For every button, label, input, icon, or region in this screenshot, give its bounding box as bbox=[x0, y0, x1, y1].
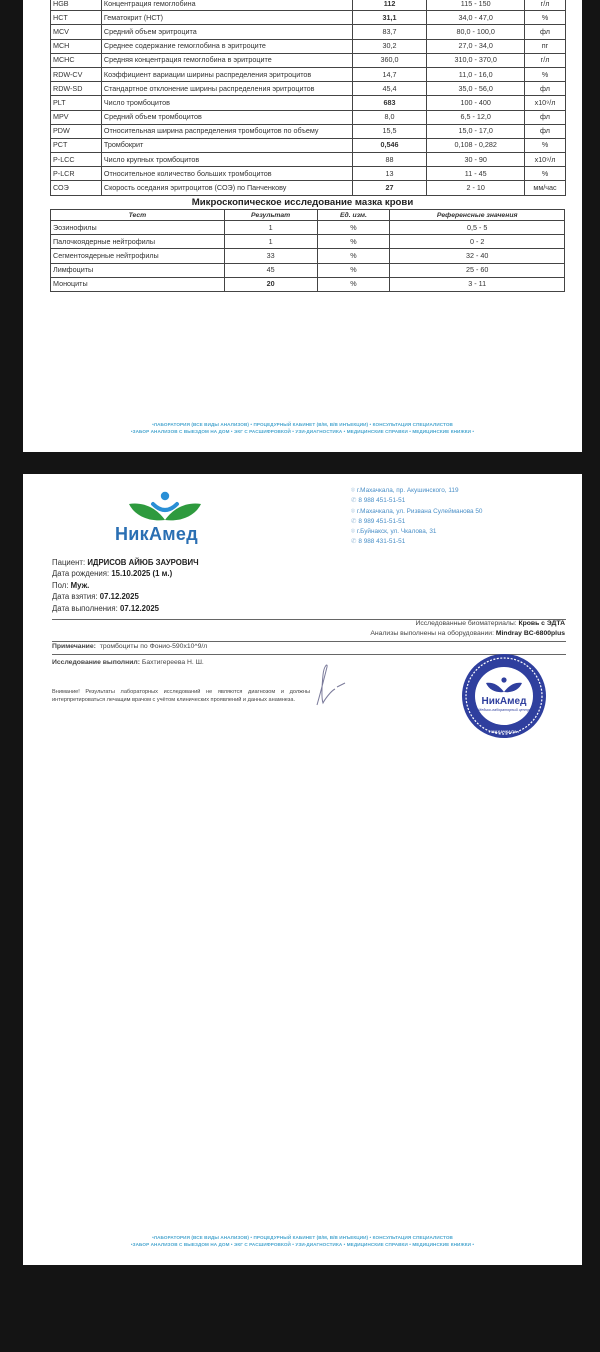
cell-result: 14,7 bbox=[352, 67, 427, 81]
cell-name: Относительная ширина распределения тромбоцитов по объему bbox=[101, 124, 352, 138]
patient-sex: Муж. bbox=[70, 580, 90, 590]
footer-line-1: •ЛАБОРАТОРИЯ (ВСЕ ВИДЫ АНАЛИЗОВ) • ПРОЦЕДУРНЫЙ КАБИНЕТ (В/М, В/В ИНЪЕКЦИИ) • КОНСУЛЬТАЦИЯ СПЕЦИАЛИСТОВ bbox=[152, 422, 453, 427]
footer-line-1: •ЛАБОРАТОРИЯ (ВСЕ ВИДЫ АНАЛИЗОВ) • ПРОЦЕДУРНЫЙ КАБИНЕТ (В/М, В/В ИНЪЕКЦИИ) • КОНСУЛЬТАЦИЯ СПЕЦИАЛИСТОВ bbox=[152, 1235, 453, 1240]
performer: Исследование выполнил: Бахтигереева Н. Ш. bbox=[52, 659, 204, 666]
contact-text: 8 989 451-51-51 bbox=[358, 517, 406, 525]
table-row bbox=[51, 235, 565, 249]
contact-item bbox=[351, 486, 482, 496]
brand-name: НикАмед bbox=[115, 524, 198, 544]
biomaterial: Кровь с ЭДТА bbox=[518, 620, 565, 627]
cell-unit: % bbox=[317, 235, 390, 249]
cell-reference: 15,0 - 17,0 bbox=[427, 124, 525, 138]
cell-unit: фл bbox=[525, 110, 566, 124]
cell-reference: 34,0 - 47,0 bbox=[427, 11, 525, 25]
column-header-unit: Ед. изм. bbox=[317, 210, 390, 221]
report-page-1 bbox=[23, 0, 582, 452]
cell-result: 1 bbox=[224, 235, 317, 249]
performer-name: Бахтигереева Н. Ш. bbox=[141, 659, 204, 666]
phone-icon: ✆ bbox=[351, 517, 357, 525]
cell-name: Стандартное отклонение ширины распределения эритроцитов bbox=[101, 82, 352, 96]
cell-result: 1 bbox=[224, 221, 317, 235]
cell-unit: % bbox=[525, 11, 566, 25]
cell-result: 45 bbox=[224, 263, 317, 277]
cell-result: 88 bbox=[352, 153, 427, 167]
cell-reference: 3 - 11 bbox=[390, 277, 565, 291]
cell-test: Эозинофилы bbox=[51, 221, 225, 235]
patient-sex-row: Пол: Муж. bbox=[52, 580, 90, 590]
patient-dob-row: Дата рождения: 15.10.2025 (1 м.) bbox=[52, 569, 173, 579]
table-row bbox=[51, 263, 565, 277]
cell-code: HCT bbox=[51, 11, 102, 25]
cell-reference: 35,0 - 56,0 bbox=[427, 82, 525, 96]
cell-code: RDW-CV bbox=[51, 67, 102, 81]
cell-result: 33 bbox=[224, 249, 317, 263]
cell-result: 13 bbox=[352, 167, 427, 181]
cell-unit: % bbox=[525, 167, 566, 181]
cell-test: Сегментоядерные нейтрофилы bbox=[51, 249, 225, 263]
table-row bbox=[51, 39, 566, 53]
leaves-person-icon bbox=[115, 490, 215, 524]
note-text: тромбоциты по Фонио-590х10^9/л bbox=[99, 643, 208, 650]
cell-unit: г/л bbox=[525, 0, 566, 11]
svg-text:НикАмед: НикАмед bbox=[481, 696, 527, 707]
cell-reference: 11 - 45 bbox=[427, 167, 525, 181]
cell-unit: % bbox=[317, 277, 390, 291]
cell-unit: х10⁹/л bbox=[525, 96, 566, 110]
contact-text: г.Буйнакск, ул. Чкалова, 31 bbox=[356, 528, 437, 536]
cell-name: Гематокрит (НСТ) bbox=[101, 11, 352, 25]
patient-name: ИДРИСОВ АЙЮБ ЗАУРОВИЧ bbox=[87, 558, 199, 567]
cell-name: Число крупных тромбоцитов bbox=[101, 153, 352, 167]
cell-reference: 2 - 10 bbox=[427, 181, 525, 195]
table-row bbox=[51, 67, 566, 81]
cell-unit: % bbox=[317, 221, 390, 235]
table-row bbox=[51, 167, 566, 181]
cell-result: 45,4 bbox=[352, 82, 427, 96]
cell-code: MCV bbox=[51, 25, 102, 39]
table-row bbox=[51, 124, 566, 138]
cell-reference: 0,108 - 0,282 bbox=[427, 138, 525, 152]
cell-name: Коэффициент вариации ширины распределения эритроцитов bbox=[101, 67, 352, 81]
sample-taken-row: Дата взятия: 07.12.2025 bbox=[52, 592, 139, 602]
svg-text:• МАХАЧКАЛА •: • МАХАЧКАЛА • bbox=[488, 729, 520, 734]
cell-name: Тромбокрит bbox=[101, 138, 352, 152]
contact-text: г.Махачкала, пр. Акушинского, 119 bbox=[356, 487, 459, 494]
cell-result: 83,7 bbox=[352, 25, 427, 39]
cell-result: 683 bbox=[352, 96, 427, 110]
disclaimer: Внимание! Результаты лабораторных исследований не являются диагнозом и должны интерпретироваться лечащим врачом с учётом клинических проявлений и данных анамнеза. bbox=[52, 689, 310, 703]
cell-name: Число тромбоцитов bbox=[101, 96, 352, 110]
table-row bbox=[51, 221, 565, 235]
cell-name: Концентрация гемоглобина bbox=[101, 0, 352, 11]
services-footer bbox=[23, 1234, 582, 1248]
services-footer bbox=[23, 421, 582, 435]
completed-date: 07.12.2025 bbox=[119, 603, 160, 613]
cell-code: P-LCR bbox=[51, 167, 102, 181]
cell-name: Относительное количество больших тромбоцитов bbox=[101, 167, 352, 181]
cell-unit: % bbox=[317, 263, 390, 277]
cell-reference: 80,0 - 100,0 bbox=[427, 25, 525, 39]
contact-item bbox=[351, 517, 482, 527]
divider bbox=[52, 641, 566, 642]
cell-unit: фл bbox=[525, 124, 566, 138]
cell-unit: х10⁹/л bbox=[525, 153, 566, 167]
contact-item bbox=[351, 537, 482, 547]
cell-result: 0,546 bbox=[352, 138, 427, 152]
cell-reference: 100 - 400 bbox=[427, 96, 525, 110]
table-row bbox=[51, 277, 565, 291]
phone-icon: ✆ bbox=[351, 497, 357, 505]
cell-reference: 25 - 60 bbox=[390, 263, 565, 277]
footer-line-2: •ЗАБОР АНАЛИЗОВ С ВЫЕЗДОМ НА ДОМ • ЭКГ С РАСШИФРОВКОЙ • УЗИ-ДИАГНОСТИКА • МЕДИЦИНСКИЕ СПРАВКИ • МЕДИЦИНСКИЕ КНИЖКИ • bbox=[130, 429, 475, 434]
map-pin-icon: ⌾ bbox=[351, 528, 355, 536]
phone-icon: ✆ bbox=[351, 538, 357, 546]
cell-unit: фл bbox=[525, 25, 566, 39]
cell-code: RDW-SD bbox=[51, 82, 102, 96]
table-row bbox=[51, 82, 566, 96]
cell-code: PDW bbox=[51, 124, 102, 138]
cell-reference: 0 - 2 bbox=[390, 235, 565, 249]
cell-name: Средний объем тромбоцитов bbox=[101, 110, 352, 124]
report-page-2 bbox=[23, 474, 582, 1265]
patient-name-row: Пациент: ИДРИСОВ АЙЮБ ЗАУРОВИЧ bbox=[52, 558, 199, 567]
cell-code: MCH bbox=[51, 39, 102, 53]
biomaterial-info: Исследованные биоматериалы: Кровь с ЭДТА Анализы выполнены на оборудовании: Mindray BC-6800plus bbox=[370, 620, 565, 637]
table-row bbox=[51, 249, 565, 263]
signature-icon bbox=[313, 661, 353, 711]
cell-unit: фл bbox=[525, 82, 566, 96]
cbc-results-table bbox=[50, 0, 566, 196]
cell-result: 31,1 bbox=[352, 11, 427, 25]
cell-test: Лимфоциты bbox=[51, 263, 225, 277]
note: Примечание: тромбоциты по Фонио-590х10^9/л bbox=[52, 643, 208, 650]
cell-result: 112 bbox=[352, 0, 427, 11]
cell-name: Скорость оседания эритроцитов (СОЭ) по Панченкову bbox=[101, 181, 352, 195]
cell-result: 30,2 bbox=[352, 39, 427, 53]
contact-text: 8 988 431-51-51 bbox=[358, 538, 406, 546]
contact-item bbox=[351, 507, 482, 517]
cell-name: Средний объем эритроцита bbox=[101, 25, 352, 39]
micro-section-title: Микроскопическое исследование мазка крови bbox=[191, 197, 414, 208]
cell-code: СОЭ bbox=[51, 181, 102, 195]
cell-result: 360,0 bbox=[352, 53, 427, 67]
contact-item bbox=[351, 527, 482, 537]
cell-reference: 27,0 - 34,0 bbox=[427, 39, 525, 53]
contact-text: 8 988 451-51-51 bbox=[358, 497, 406, 505]
table-row bbox=[51, 153, 566, 167]
contacts-list bbox=[351, 486, 482, 548]
completed-row: Дата выполнения: 07.12.2025 bbox=[52, 603, 160, 613]
cell-code: MPV bbox=[51, 110, 102, 124]
svg-text:Медико-лабораторный центр: Медико-лабораторный центр bbox=[478, 708, 530, 712]
cell-reference: 115 - 150 bbox=[427, 0, 525, 11]
cell-reference: 30 - 90 bbox=[427, 153, 525, 167]
table-header-row bbox=[51, 210, 565, 221]
contact-text: г.Махачкала, ул. Ризвана Сулейманова 50 bbox=[356, 507, 483, 515]
cell-unit: % bbox=[317, 249, 390, 263]
table-row bbox=[51, 11, 566, 25]
footer-line-2: •ЗАБОР АНАЛИЗОВ С ВЫЕЗДОМ НА ДОМ • ЭКГ С РАСШИФРОВКОЙ • УЗИ-ДИАГНОСТИКА • МЕДИЦИНСКИЕ СПРАВКИ • МЕДИЦИНСКИЕ КНИЖКИ • bbox=[130, 1242, 475, 1247]
cell-test: Моноциты bbox=[51, 277, 225, 291]
cell-reference: 310,0 - 370,0 bbox=[427, 53, 525, 67]
map-pin-icon: ⌾ bbox=[351, 507, 355, 515]
cell-test: Палочкоядерные нейтрофилы bbox=[51, 235, 225, 249]
column-header-test: Тест bbox=[51, 210, 225, 221]
sample-taken-date: 07.12.2025 bbox=[99, 592, 139, 602]
patient-dob: 15.10.2025 (1 м.) bbox=[111, 569, 173, 579]
cell-code: PLT bbox=[51, 96, 102, 110]
cell-reference: 32 - 40 bbox=[390, 249, 565, 263]
table-row bbox=[51, 25, 566, 39]
patient-info bbox=[52, 557, 199, 614]
table-row bbox=[51, 0, 566, 11]
table-row bbox=[51, 138, 566, 152]
cell-unit: мм/час bbox=[525, 181, 566, 195]
cell-unit: г/л bbox=[525, 53, 566, 67]
cell-result: 15,5 bbox=[352, 124, 427, 138]
map-pin-icon: ⌾ bbox=[351, 487, 355, 494]
cell-reference: 0,5 - 5 bbox=[390, 221, 565, 235]
cell-result: 8,0 bbox=[352, 110, 427, 124]
table-row bbox=[51, 110, 566, 124]
cell-unit: % bbox=[525, 67, 566, 81]
cell-code: MCHC bbox=[51, 53, 102, 67]
cell-reference: 6,5 - 12,0 bbox=[427, 110, 525, 124]
microscopy-results-table bbox=[50, 209, 565, 292]
cell-result: 20 bbox=[224, 277, 317, 291]
equipment: Mindray BC-6800plus bbox=[495, 629, 565, 637]
cell-unit: % bbox=[525, 138, 566, 152]
cell-result: 27 bbox=[352, 181, 427, 195]
cell-code: P-LCC bbox=[51, 153, 102, 167]
cell-name: Среднее содержание гемоглобина в эритроците bbox=[101, 39, 352, 53]
cell-name: Средняя концентрация гемоглобина в эритроците bbox=[101, 53, 352, 67]
clinic-stamp-icon bbox=[460, 652, 548, 740]
table-row bbox=[51, 181, 566, 195]
table-row bbox=[51, 53, 566, 67]
column-header-reference: Референсные значения bbox=[390, 210, 565, 221]
cell-code: PCT bbox=[51, 138, 102, 152]
cell-reference: 11,0 - 16,0 bbox=[427, 67, 525, 81]
contact-item bbox=[351, 496, 482, 506]
table-row bbox=[51, 96, 566, 110]
cell-unit: пг bbox=[525, 39, 566, 53]
column-header-result: Результат bbox=[224, 210, 317, 221]
cell-code: HGB bbox=[51, 0, 102, 11]
